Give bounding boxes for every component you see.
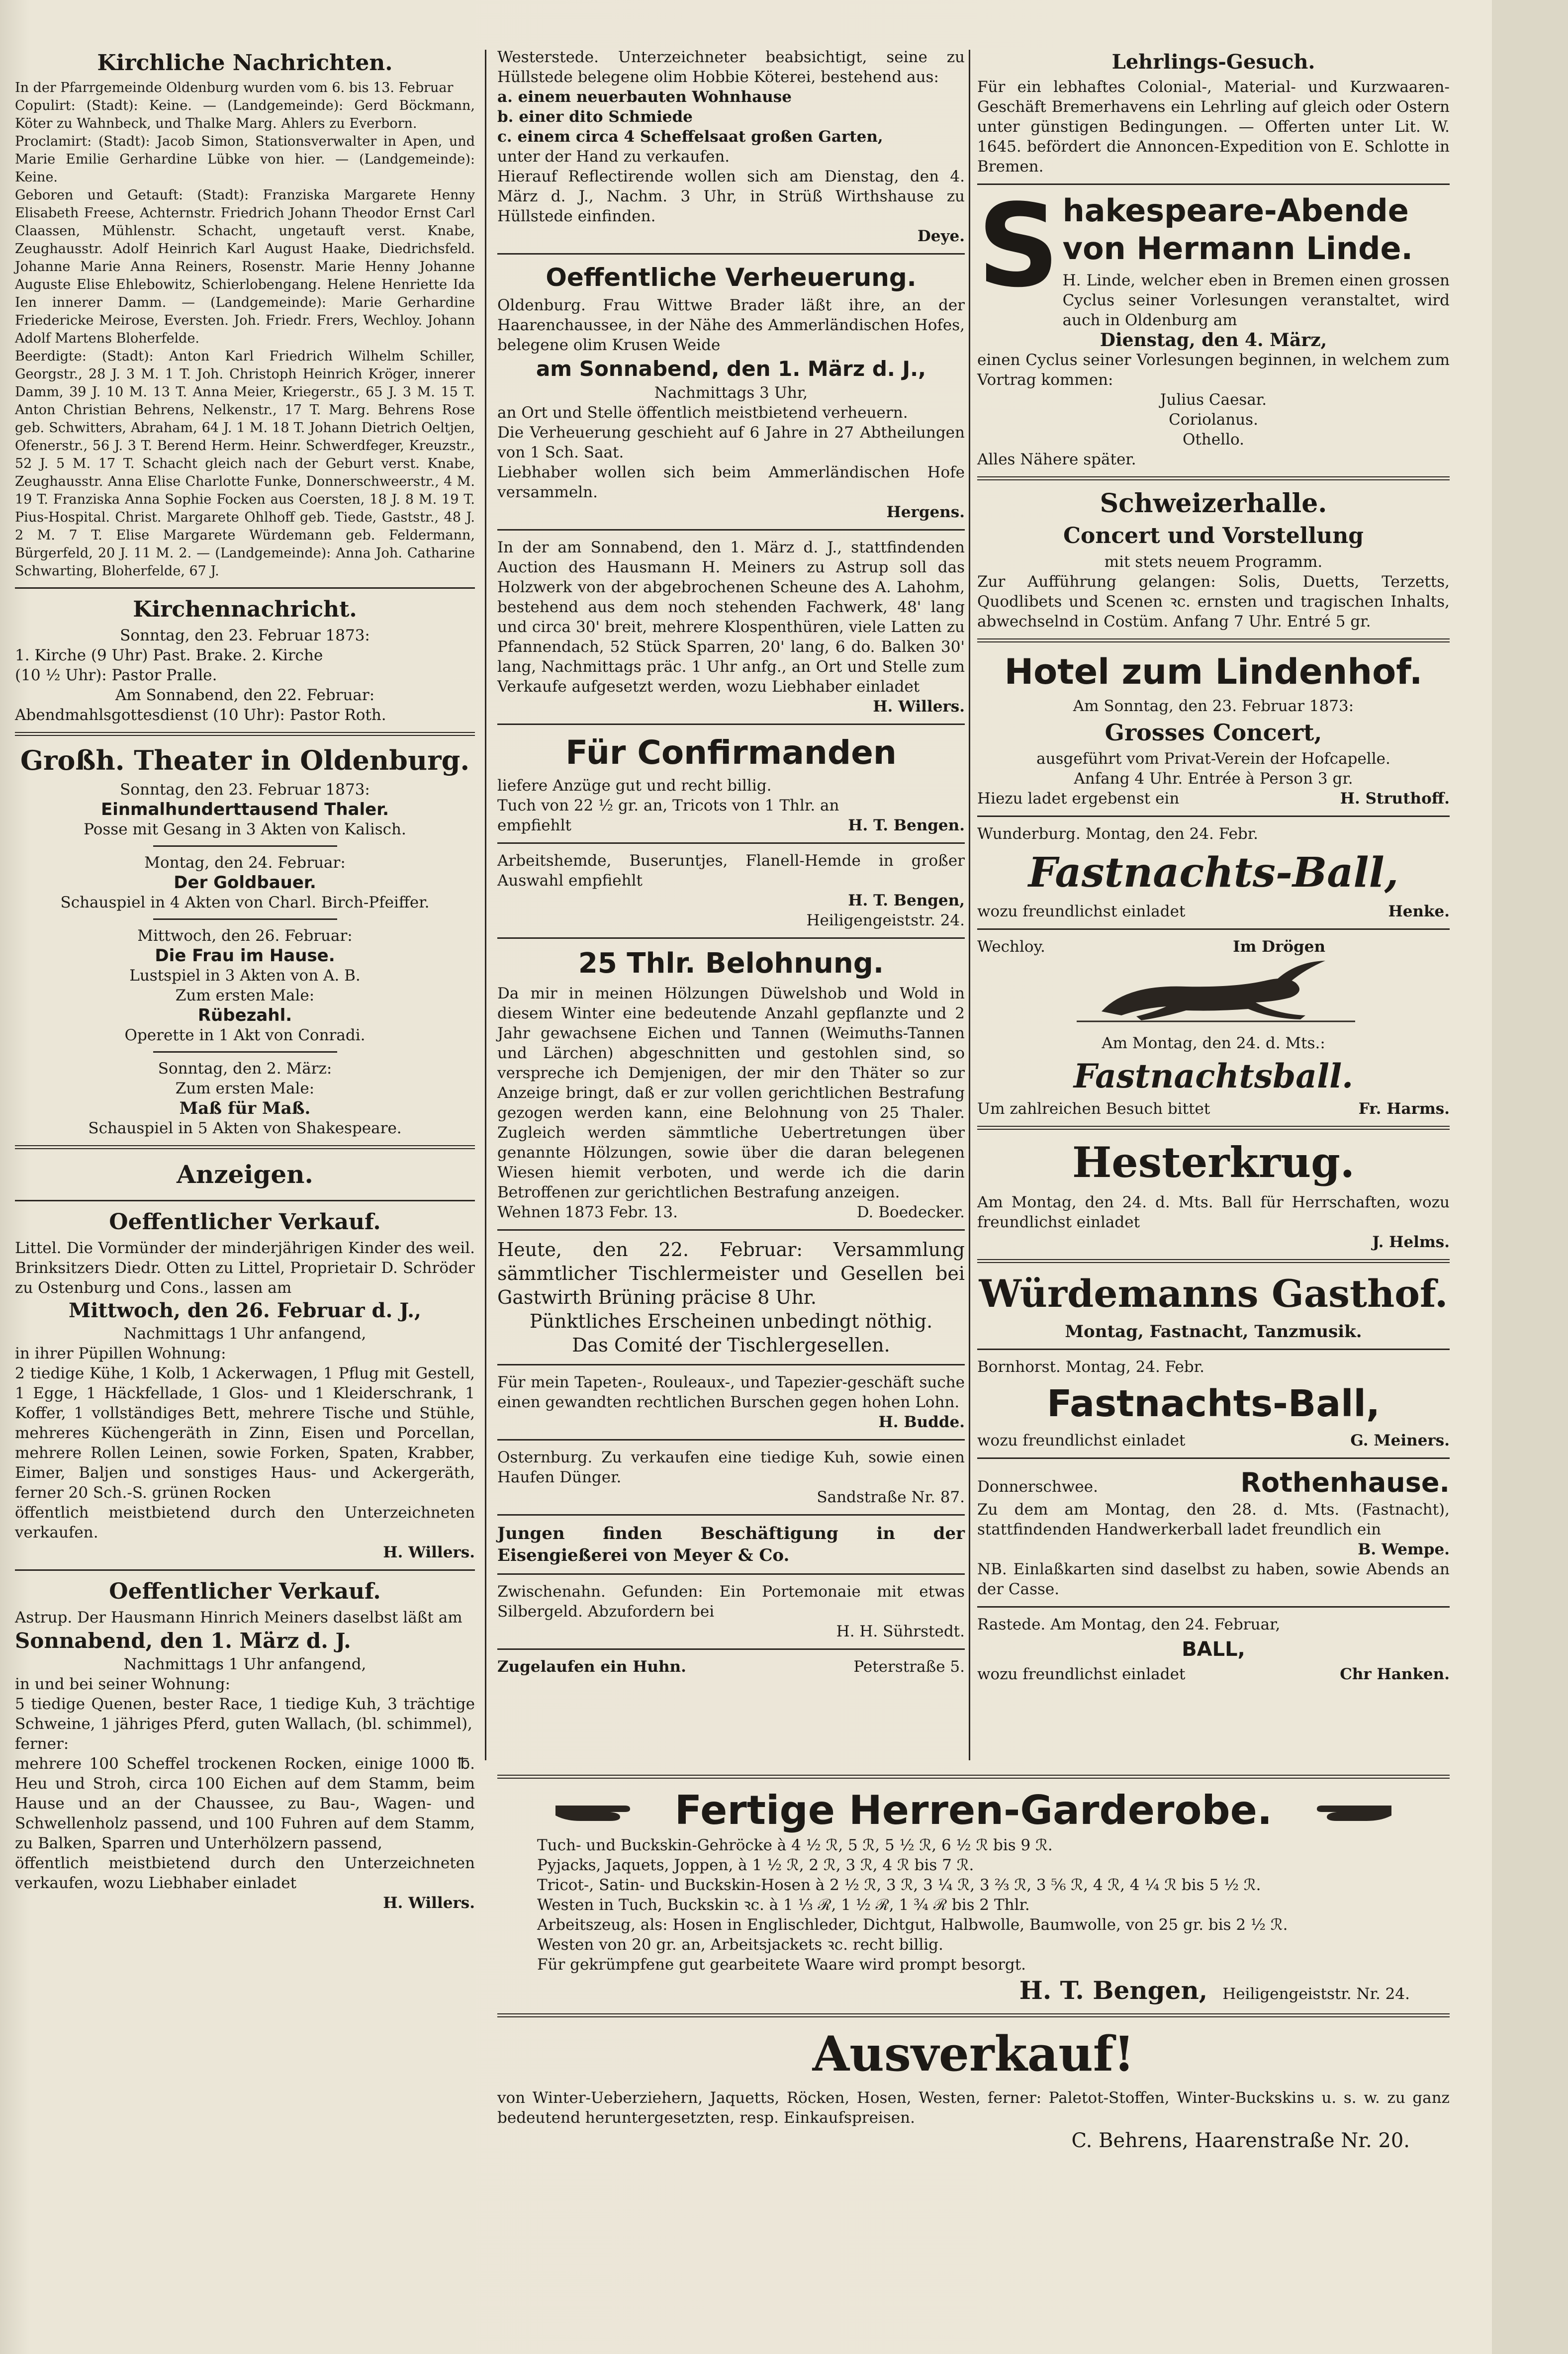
line: Abendmahlsgottesdienst (10 Uhr): Pastor Roth. bbox=[15, 706, 386, 724]
title-row bbox=[497, 1786, 1450, 1835]
section-title: Hotel zum Lindenhof. bbox=[1004, 651, 1423, 692]
paragraph: Zu dem am Montag, den 28. d. Mts. (Fastnacht), stattfindenden Handwerkerball ladet freundlich ein bbox=[977, 1501, 1450, 1539]
divider bbox=[497, 724, 965, 725]
date-line: Mittwoch, den 26. Februar d. J., bbox=[69, 1299, 421, 1322]
divider bbox=[15, 732, 475, 736]
line: (10 ½ Uhr): Pastor Pralle. bbox=[15, 666, 217, 684]
signature: H. Willers. bbox=[383, 1543, 475, 1561]
section-subtitle: von Hermann Linde. bbox=[1062, 230, 1413, 267]
divider bbox=[497, 842, 965, 844]
hare-body bbox=[1102, 979, 1305, 1020]
paragraph: Die Verheuerung geschieht auf 6 Jahre in 27 Abtheilungen von 1 Sch. Saat. bbox=[497, 424, 965, 461]
divider bbox=[497, 1573, 965, 1575]
paragraph: Liebhaber wollen sich beim Ammerländischen Hofe versammeln. bbox=[497, 463, 965, 501]
signature: H. Struthoff. bbox=[1340, 790, 1450, 808]
rothenhause-ad bbox=[977, 1466, 1450, 1599]
hare-illustration bbox=[977, 957, 1450, 1031]
line: Nachmittags 3 Uhr, bbox=[654, 384, 808, 402]
line: Rastede. Am Montag, den 24. Februar, bbox=[977, 1616, 1281, 1633]
work-title: Julius Caesar. bbox=[1160, 391, 1267, 409]
belohnung-ad bbox=[497, 946, 965, 1222]
line: Am Sonnabend, den 22. Februar: bbox=[115, 686, 375, 704]
hare-ear bbox=[1276, 961, 1325, 982]
header-row bbox=[977, 1466, 1450, 1500]
paragraph: Heute, den 22. Februar: Versammlung sämmtlicher Tischlermeister und Gesellen bei Gastwirth Brüning präcise 8 Uhr. bbox=[497, 1239, 965, 1308]
title-lines bbox=[1063, 192, 1450, 330]
line: liefere Anzüge gut und recht billig. bbox=[497, 777, 772, 795]
divider bbox=[497, 1514, 965, 1516]
signature-row bbox=[497, 815, 965, 835]
short-divider bbox=[153, 918, 337, 920]
section-title: Kirchliche Nachrichten. bbox=[97, 50, 393, 76]
section-title: BALL, bbox=[1182, 1638, 1245, 1661]
line: Operette in 1 Akt von Conradi. bbox=[124, 1026, 366, 1044]
line: empfiehlt bbox=[497, 816, 571, 834]
place-date: Wehnen 1873 Febr. 13. bbox=[497, 1203, 678, 1221]
anzeigen-heading: Anzeigen. bbox=[177, 1160, 313, 1189]
signature-row bbox=[537, 1975, 1410, 2006]
section-title: Kirchennachricht. bbox=[133, 597, 357, 622]
line: ferner: bbox=[15, 1735, 69, 1753]
divider bbox=[977, 1259, 1450, 1263]
price-list bbox=[497, 1835, 1450, 2006]
verheuerung-ad bbox=[497, 262, 965, 522]
line: wozu freundlichst einladet bbox=[977, 1665, 1186, 1683]
line: Pünktliches Erscheinen unbedingt nöthig. bbox=[529, 1310, 933, 1332]
section-title: Für Confirmanden bbox=[565, 733, 897, 772]
price-line: Westen in Tuch, Buckskin ꝛc. à 1 ⅓ ℛ, 1 ½ ℛ, 1 ¾ ℛ bis 2 Thlr. bbox=[537, 1896, 1030, 1914]
section-title: Fastnachts-Ball, bbox=[1046, 1382, 1381, 1425]
tischler-ad bbox=[497, 1238, 965, 1357]
lindenhof-ad bbox=[977, 649, 1450, 809]
line: Alles Nähere später. bbox=[977, 451, 1136, 468]
line: Lustspiel in 3 Akten von A. B. bbox=[129, 967, 361, 985]
paragraph: In der Pfarrgemeinde Oldenburg wurden vom 6. bis 13. Februar bbox=[15, 80, 454, 95]
item-a: a. einem neuerbauten Wohnhause bbox=[497, 88, 792, 106]
date-line: am Sonnabend, den 1. März d. J., bbox=[536, 357, 926, 381]
garderobe-ad bbox=[497, 1786, 1450, 2006]
line: Montag, den 24. Februar: bbox=[144, 854, 346, 872]
paragraph: Arbeitshemde, Buseruntjes, Flanell-Hemde in großer Auswahl empfiehlt bbox=[497, 852, 965, 890]
divider bbox=[497, 1439, 965, 1441]
divider bbox=[497, 529, 965, 531]
paragraph: Osternburg. Zu verkaufen eine tiedige Kuh, sowie einen Haufen Dünger. bbox=[497, 1449, 965, 1486]
section-title: 25 Thlr. Belohnung. bbox=[578, 947, 884, 980]
divider bbox=[977, 815, 1450, 817]
signature-row bbox=[977, 1099, 1450, 1119]
paragraph: Für ein lebhaftes Colonial-, Material- und Kurzwaaren-Geschäft Bremerhavens ein Lehrling auf gleich oder Ostern unter günstigen Bedingungen. — Offerten unter Lit. W. 1645. befördert die Annoncen-Expedition von E. Schlotte in Bremen. bbox=[977, 78, 1450, 176]
date-line: Am Sonntag, den 23. Februar 1873: bbox=[1073, 697, 1354, 715]
divider bbox=[497, 1775, 1450, 1779]
paragraph: mehrere 100 Scheffel trockenen Rocken, einige 1000 ℔. Heu und Stroh, circa 100 Eichen auf dem Stamm, beim Hause und an der Chaussee, zu Bau-, Wagen- und Schwellenholz passend, und 100 Fuhren auf dem Stamm, zu Balken, Sparren und Unterhölzern passend, bbox=[15, 1755, 475, 1852]
line: Zum ersten Male: bbox=[175, 987, 315, 1004]
paragraph: 5 tiedige Quenen, bester Race, 1 tiedige Kuh, 3 trächtige Schweine, 1 jähriges Pferd, guten Wallach, (bl. schimmel), bbox=[15, 1695, 475, 1733]
section-title: Großh. Theater in Oldenburg. bbox=[20, 744, 470, 776]
line: Wunderburg. Montag, den 24. Febr. bbox=[977, 825, 1259, 843]
address: Heiligengeiststr. Nr. 24. bbox=[1222, 1985, 1410, 2003]
line: Schauspiel in 4 Akten von Charl. Birch-Pfeiffer. bbox=[60, 894, 430, 911]
place-signature-row bbox=[497, 1202, 965, 1222]
signature: H. T. Bengen. bbox=[848, 816, 965, 834]
jungen-ad bbox=[497, 1523, 965, 1566]
line: Tuch von 22 ½ gr. an, Tricots von 1 Thlr. an bbox=[497, 797, 839, 815]
section-title: Würdemanns Gasthof. bbox=[979, 1271, 1448, 1316]
divider bbox=[977, 1606, 1450, 1608]
line: 1. Kirche (9 Uhr) Past. Brake. 2. Kirche bbox=[15, 646, 323, 664]
title-block bbox=[977, 180, 1450, 330]
price-line: Westen von 20 gr. an, Arbeitsjackets ꝛc. recht billig. bbox=[537, 1936, 943, 1954]
address: Peterstraße 5. bbox=[853, 1658, 965, 1676]
signature-row bbox=[977, 1664, 1450, 1684]
column-rule-2 bbox=[969, 50, 970, 1760]
place: Wechloy. bbox=[977, 938, 1045, 956]
section-title: hakespeare-Abende bbox=[1062, 192, 1409, 229]
divider bbox=[977, 928, 1450, 930]
shakespeare-ad bbox=[977, 180, 1450, 469]
paragraph: Oldenburg. Frau Wittwe Brader läßt ihre, an der Haarenchaussee, in der Nähe des Ammerländischen Hofes, belegene olim Krusen Weide bbox=[497, 296, 965, 354]
price-line: Pyjacks, Jaquets, Joppen, à 1 ½ ℛ, 2 ℛ, 3 ℛ, 4 ℛ bis 7 ℛ. bbox=[537, 1856, 974, 1874]
kirchliche-nachrichten bbox=[15, 49, 475, 580]
line: in ihrer Püpillen Wohnung: bbox=[15, 1345, 226, 1362]
line: Zugelaufen ein Huhn. bbox=[497, 1658, 686, 1676]
confirmanden-ad bbox=[497, 732, 965, 930]
section-title: Oeffentlicher Verkauf. bbox=[109, 1579, 381, 1604]
play-title: Der Goldbauer. bbox=[174, 873, 316, 893]
divider bbox=[15, 1145, 475, 1149]
section-title: Rothenhause. bbox=[1240, 1467, 1450, 1498]
lehrling-ad bbox=[977, 49, 1450, 177]
section-title: Fastnachtsball. bbox=[1073, 1057, 1354, 1095]
line: Sonntag, den 23. Februar 1873: bbox=[120, 627, 370, 644]
line: Bornhorst. Montag, 24. Febr. bbox=[977, 1358, 1205, 1376]
line: Nachmittags 1 Uhr anfangend, bbox=[123, 1655, 367, 1673]
rastede-ad bbox=[977, 1615, 1450, 1684]
paragraph: Westerstede. Unterzeichneter beabsichtigt, seine zu Hüllstede belegene olim Hobbie Köterei, bestehend aus: bbox=[497, 48, 965, 86]
play-title: Maß für Maß. bbox=[179, 1098, 311, 1118]
signature: H. H. Sührstedt. bbox=[836, 1623, 965, 1640]
line: in und bei seiner Wohnung: bbox=[15, 1675, 231, 1693]
paragraph: öffentlich meistbietend durch den Unterzeichneten verkaufen, wozu Liebhaber einladet bbox=[15, 1854, 475, 1892]
divider bbox=[497, 2013, 1450, 2017]
paragraph: Astrup. Der Hausmann Hinrich Meiners daselbst läßt am bbox=[15, 1609, 462, 1627]
initial-letter: S bbox=[977, 180, 1060, 313]
divider bbox=[497, 1364, 965, 1365]
section-title: Fastnachts-Ball, bbox=[1028, 849, 1399, 897]
signature-row bbox=[977, 789, 1450, 809]
paragraph: In der am Sonnabend, den 1. März d. J., stattfindenden Auction des Hausmann H. Meiners zu Astrup soll das Holzwerk von der abgebrochenen Scheune des A. Lahohm, bestehend aus dem noch stehenden Fachwerk, 48' lang und circa 30' breit, mehrere Klospenthüren, viele Latten zu Pfannendach, 52 Stück Sparren, 20' lang, 6 do. Balken 30' lang, Nachmittags präc. 1 Uhr anfg., an Ort und Stelle zum Verkaufe aufgesetzt werden, wozu Liebhaber einladet bbox=[497, 539, 965, 696]
wechloy-ad bbox=[977, 937, 1450, 1119]
paragraph: Am Montag, den 24. d. Mts. Ball für Herrschaften, wozu freundlichst einladet bbox=[977, 1193, 1450, 1231]
divider bbox=[977, 476, 1450, 480]
paragraph: Copulirt: (Stadt): Keine. — (Landgemeinde): Gerd Böckmann, Köter zu Wahnbeck, und Thalke Marg. Ahlers zu Everborn. bbox=[15, 98, 475, 131]
signature: J. Helms. bbox=[1372, 1233, 1450, 1251]
divider bbox=[497, 253, 965, 255]
wunderburg-ad bbox=[977, 824, 1450, 921]
paragraph: Da mir in meinen Hölzungen Düwelshob und Wold in diesem Winter eine bedeutende Anzahl gepflanzte und 2 Jahr gewachsene Eichen und Tannen (Weimuths-Tannen und Lärchen) abgeschnitten und gestohlen sind, so verspreche ich Demjenigen, der mir den Thäter so zur Anzeige bringt, daß er zur vollen gerichtlichen Bestrafung gezogen werden kann, eine Belohnung von 25 Thaler. Zugleich werden sämmtliche Uebertretungen über genannte Hölzungen, sowie über die daran belegenen Wiesen hiemit verboten, und werde ich die darin Betroffenen zur gerichtlichen Bestrafung anzeigen. bbox=[497, 985, 965, 1201]
line: wozu freundlichst einladet bbox=[977, 903, 1186, 920]
section-subtitle: Concert und Vorstellung bbox=[1063, 523, 1364, 548]
line: Sonntag, den 2. März: bbox=[158, 1060, 332, 1078]
page-edge bbox=[1492, 0, 1568, 2354]
line: Anfang 4 Uhr. Entrée à Person 3 gr. bbox=[1074, 770, 1353, 788]
line: mit stets neuem Programm. bbox=[1104, 553, 1323, 571]
section-title: Hesterkrug. bbox=[1072, 1138, 1355, 1187]
tapeten-ad bbox=[497, 1372, 965, 1432]
line: unter der Hand zu verkaufen. bbox=[497, 148, 730, 166]
work-title: Othello. bbox=[1183, 431, 1244, 449]
short-divider bbox=[153, 1051, 337, 1053]
paragraph: Für mein Tapeten-, Rouleaux-, und Tapezier-geschäft suche einen gewandten rechtlichen Burschen gegen hohen Lohn. bbox=[497, 1373, 965, 1411]
paragraph: 2 tiedige Kühe, 1 Kolb, 1 Ackerwagen, 1 Pflug mit Gestell, 1 Egge, 1 Häckfellade, 1 Glos- und 1 Kleiderschrank, 1 Koffer, 1 vollständiges Bett, mehrere Tische und Stühle, mehreres Küchengeräth in Zinn, Eisen und Porcellan, mehrere Rollen Leinen, sowie Forken, Spaten, Krabber, Eimer, Baljen und sonstiges Haus- und Ackergeräth, ferner 20 Sch.-S. grünen Rocken bbox=[15, 1364, 475, 1502]
short-divider bbox=[153, 845, 337, 847]
line: Schauspiel in 5 Akten von Shakespeare. bbox=[88, 1119, 402, 1137]
column-rule-1 bbox=[485, 50, 486, 1760]
signature: G. Meiners. bbox=[1350, 1432, 1450, 1449]
signature: Hergens. bbox=[886, 503, 965, 521]
huhn-ad bbox=[497, 1657, 965, 1677]
bottom-section bbox=[497, 1768, 1450, 2154]
paragraph: Geboren und Getauft: (Stadt): Franziska Margarete Henny Elisabeth Freese, Achternstr. Friedrich Johann Theodor Ernst Carl Claassen, Mühlenstr. Schacht, ungetauft verst. Knabe, Zeughausstr. Adolf Heinrich Karl August Haake, Diedrichsfeld. Johanne Marie Anna Reiners, Rosenstr. Marie Henny Johanne Auguste Elise Ehlebowitz, Schierlobengang. Helene Henriette Ida Ien innerer Damm. — (Landgemeinde): Marie Gerhardine Friedericke Meirose, Eversten. Joh. Friedr. Frers, Wechloy. Johann Adolf Martens Bloherfelde. bbox=[15, 187, 475, 346]
signature: Henke. bbox=[1388, 903, 1450, 920]
paragraph: öffentlich meistbietend durch den Unterzeichneten verkaufen. bbox=[15, 1504, 475, 1541]
price-line: Arbeitszeug, als: Hosen in Englischleder, Dichtgut, Halbwolle, Baumwolle, von 25 gr. bis 2 ½ ℛ. bbox=[537, 1916, 1288, 1934]
paragraph: Littel. Die Vormünder der minderjährigen Kinder des weil. Brinksitzers Diedr. Otten zu Littel, Proprietair D. Schröder zu Ostenburg und Cons., lassen am bbox=[15, 1239, 475, 1297]
paragraph: Jungen finden Beschäftigung in der Eisengießerei von Meyer & Co. bbox=[497, 1524, 965, 1565]
paragraph: H. Linde, welcher eben in Bremen einen grossen Cyclus seiner Vorlesungen veranstaltet, wird auch in Oldenburg am bbox=[1062, 272, 1450, 329]
column-2 bbox=[497, 47, 965, 1677]
section-title: Oeffentlicher Verkauf. bbox=[109, 1209, 381, 1235]
section-title: Oeffentliche Verheuerung. bbox=[546, 263, 917, 292]
header-row bbox=[977, 937, 1450, 957]
paragraph: Beerdigte: (Stadt): Anton Karl Friedrich Wilhelm Schiller, Georgstr., 28 J. 3 M. 1 T. Joh. Christoph Heinrich Kröger, innerer Damm, 39 J. 10 M. 13 T. Anna Meier, Kriegerstr., 65 J. 3 M. 15 T. Anton Christian Behrens, Nelkenstr., 17 T. Marg. Behrens Rose geb. Schwitters, Abraham, 64 J. 1 M. 18 T. Johann Dietrich Oeltjen, Ofenerstr., 56 J. 3 T. Berend Herm. Heinr. Schwerdfeger, Kreuzstr., 52 J. 5 M. 17 T. Schacht gleich nach der Geburt verst. Knabe, Zeughausstr. Anna Elise Charlotte Funke, Donnerschweerstr., 4 M. 19 T. Franziska Anna Sophie Focken aus Coersten, 18 J. 8 M. 19 T. Pius-Hospital. Christ. Margarete Ohlhoff geb. Tiede, Gaststr., 48 J. 2 M. 7 T. Elise Margarete Würdemann geb. Feldermann, Bürgerfeld, 20 J. 11 M. 2. — (Landgemeinde): Anna Joh. Catharine Schwarting, Bloherfelde, 67 J. bbox=[15, 349, 475, 579]
schweizerhalle-ad bbox=[977, 487, 1450, 632]
paragraph: Hierauf Reflectirende wollen sich am Dienstag, den 4. März d. J., Nachm. 3 Uhr, in Strüß Wirthshause zu Hüllstede einfinden. bbox=[497, 168, 965, 225]
signature-row bbox=[977, 1431, 1450, 1450]
signature: B. Wempe. bbox=[1358, 1540, 1450, 1558]
signature: H. Willers. bbox=[383, 1894, 475, 1912]
date-line: Sonnabend, den 1. März d. J. bbox=[15, 1629, 351, 1653]
theater bbox=[15, 743, 475, 1138]
paragraph: an Ort und Stelle öffentlich meistbietend verheuern. bbox=[497, 404, 908, 422]
paragraph: NB. Einlaßkarten sind daselbst zu haben, sowie Abends an der Casse. bbox=[977, 1560, 1450, 1598]
oeffentlicher-verkauf-1 bbox=[15, 1208, 475, 1562]
divider bbox=[977, 638, 1450, 642]
section-title: Lehrlings-Gesuch. bbox=[1111, 50, 1315, 74]
section-title: Fertige Herren-Garderobe. bbox=[674, 1787, 1273, 1833]
oeffentlicher-verkauf-2 bbox=[15, 1578, 475, 1913]
kirchennachricht bbox=[15, 596, 475, 725]
item-c: c. einem circa 4 Scheffelsaat großen Garten, bbox=[497, 128, 883, 146]
play-title: Einmalhunderttausend Thaler. bbox=[100, 800, 389, 819]
line: wozu freundlichst einladet bbox=[977, 1432, 1186, 1449]
divider bbox=[497, 937, 965, 939]
signature-row bbox=[977, 902, 1450, 921]
section-title: Schweizerhalle. bbox=[1100, 488, 1327, 519]
signature: H. T. Bengen, bbox=[848, 892, 965, 909]
divider bbox=[15, 1200, 475, 1201]
divider bbox=[977, 1126, 1450, 1130]
pointing-hand-icon bbox=[551, 1793, 660, 1828]
date-line: Dienstag, den 4. März, bbox=[1100, 330, 1327, 351]
pointing-hand-icon bbox=[1287, 1793, 1396, 1828]
paragraph: Zwischenahn. Gefunden: Ein Portemonaie mit etwas Silbergeld. Abzufordern bei bbox=[497, 1583, 965, 1621]
divider bbox=[497, 1229, 965, 1231]
price-line: Tricot-, Satin- und Buckskin-Hosen à 2 ½ ℛ, 3 ℛ, 3 ¼ ℛ, 3 ⅔ ℛ, 3 ⅚ ℛ, 4 ℛ, 4 ¼ ℛ bis 5 ½ ℛ. bbox=[537, 1876, 1261, 1894]
signature: H. Budde. bbox=[878, 1413, 965, 1431]
divider bbox=[15, 587, 475, 589]
signature: Chr Hanken. bbox=[1340, 1665, 1450, 1683]
play-title: Die Frau im Hause. bbox=[155, 946, 335, 966]
play-title: Rübezahl. bbox=[197, 1005, 292, 1025]
signature: D. Boedecker. bbox=[856, 1203, 965, 1221]
section-subtitle: Grosses Concert, bbox=[1105, 719, 1322, 746]
address: Sandstraße Nr. 87. bbox=[817, 1488, 965, 1506]
auction-ad bbox=[497, 538, 965, 717]
column-1 bbox=[15, 47, 475, 1913]
line: Das Comité der Tischlergesellen. bbox=[572, 1334, 890, 1356]
divider bbox=[977, 1349, 1450, 1350]
section-subtitle: Montag, Fastnacht, Tanzmusik. bbox=[1065, 1322, 1362, 1342]
place: Donnerschwee. bbox=[977, 1478, 1098, 1496]
date-line: Am Montag, den 24. d. Mts.: bbox=[1102, 1034, 1325, 1052]
column-3 bbox=[977, 47, 1450, 1684]
location: Im Drögen bbox=[1233, 938, 1325, 956]
line: Um zahlreichen Besuch bittet bbox=[977, 1100, 1210, 1118]
hesterkrug-ad bbox=[977, 1137, 1450, 1252]
paragraph: Proclamirt: (Stadt): Jacob Simon, Stationsverwalter in Apen, und Marie Emilie Gerhardine Lübke von hier. — (Landgemeinde): Keine. bbox=[15, 134, 475, 185]
address: Heiligengeiststr. 24. bbox=[806, 911, 965, 929]
divider bbox=[15, 1569, 475, 1571]
ausverkauf-ad bbox=[497, 2024, 1450, 2154]
signature: Deye. bbox=[917, 227, 965, 245]
line: Posse mit Gesang in 3 Akten von Kalisch. bbox=[84, 820, 406, 838]
westerstede-ad bbox=[497, 47, 965, 246]
line: Nachmittags 1 Uhr anfangend, bbox=[123, 1325, 367, 1343]
line: Mittwoch, den 26. Februar: bbox=[137, 927, 353, 945]
item-b: b. einer dito Schmiede bbox=[497, 108, 693, 126]
paragraph: von Winter-Ueberziehern, Jaquetts, Röcken, Hosen, Westen, ferner: Paletot-Stoffen, Winter-Buckskins u. s. w. zu ganz bedeutend heruntergesetzten, resp. Einkaufspreisen. bbox=[497, 2089, 1450, 2127]
signature: Fr. Harms. bbox=[1358, 1100, 1450, 1118]
line: Zum ersten Male: bbox=[175, 1080, 315, 1097]
line: Hiezu ladet ergebenst ein bbox=[977, 790, 1180, 808]
line: ausgeführt vom Privat-Verein der Hofcapelle. bbox=[1036, 750, 1390, 768]
signature: H. T. Bengen, bbox=[1019, 1976, 1208, 2005]
signature: H. Willers. bbox=[873, 698, 965, 716]
gefunden-ad bbox=[497, 1582, 965, 1641]
line: Sonntag, den 23. Februar 1873: bbox=[120, 781, 370, 799]
section-title: Ausverkauf! bbox=[812, 2026, 1135, 2082]
price-line: Für gekrümpfene gut gearbeitete Waare wird prompt besorgt. bbox=[537, 1956, 1026, 1974]
signature: C. Behrens, Haarenstraße Nr. 20. bbox=[1071, 2129, 1410, 2152]
duenger-ad bbox=[497, 1448, 965, 1507]
paragraph: Zur Aufführung gelangen: Solis, Duetts, Terzetts, Quodlibets und Scenen ꝛc. ernsten und tragischen Inhalts, abwechselnd in Costüm. Anfang 7 Uhr. Entré 5 gr. bbox=[977, 573, 1450, 631]
price-line: Tuch- und Buckskin-Gehröcke à 4 ½ ℛ, 5 ℛ, 5 ½ ℛ, 6 ½ ℛ bis 9 ℛ. bbox=[537, 1836, 1053, 1854]
work-title: Coriolanus. bbox=[1169, 411, 1258, 429]
paragraph: einen Cyclus seiner Vorlesungen beginnen, in welchem zum Vortrag kommen: bbox=[977, 351, 1450, 389]
wuerdemann-ad bbox=[977, 1270, 1450, 1342]
divider bbox=[497, 1648, 965, 1650]
bornhorst-ad bbox=[977, 1357, 1450, 1450]
divider bbox=[977, 1457, 1450, 1459]
